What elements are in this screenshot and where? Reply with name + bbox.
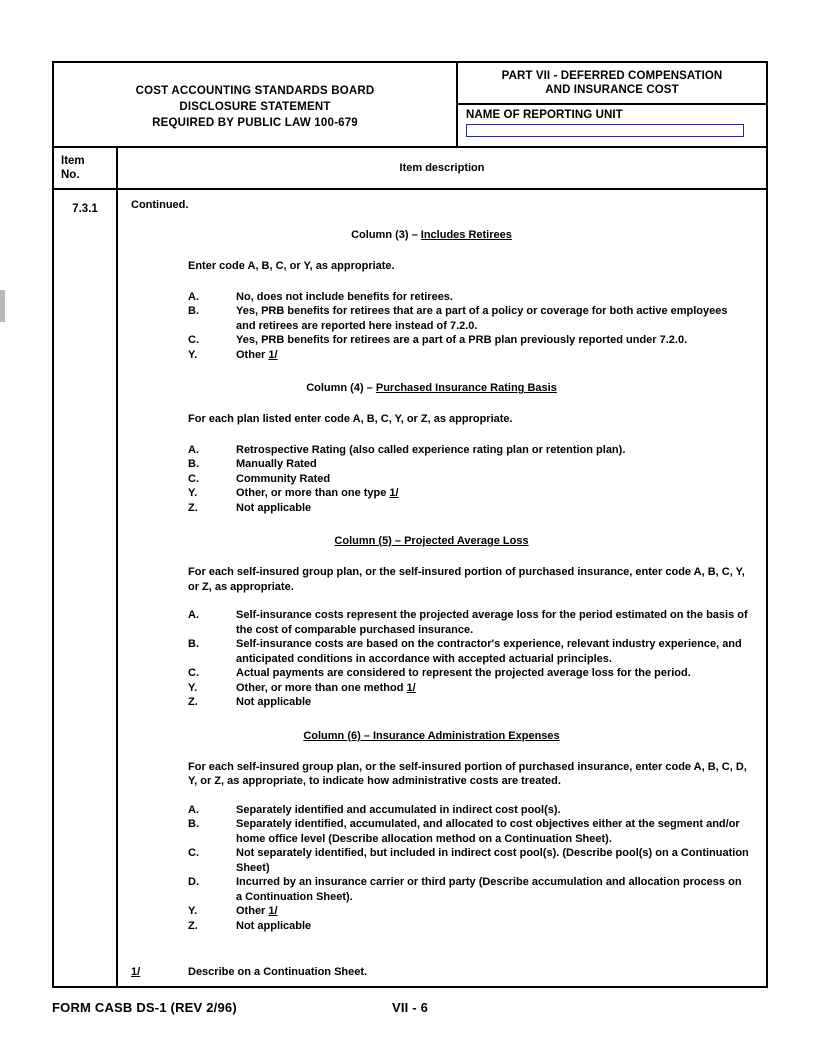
disclosure-form-table [52, 61, 768, 988]
section-heading-column-5 [131, 535, 756, 547]
option-text-main: Self-insurance costs are based on the contractor's experience, relevant industry experience, and anticipated conditions in accordance with accepted actuarial principles. [236, 638, 742, 665]
option-item [131, 919, 756, 934]
footnote-row [131, 965, 367, 979]
spacer [131, 710, 756, 730]
spacer [131, 241, 756, 259]
reporting-unit-label: NAME OF REPORTING UNIT [466, 109, 623, 121]
option-item [131, 304, 756, 333]
option-text [236, 846, 750, 875]
option-text-main: Not separately identified, but included in indirect cost pool(s). (Describe pool(s) on a Continuation Sheet) [236, 847, 749, 874]
option-text [236, 803, 750, 818]
part-title [458, 63, 766, 105]
option-code: Y. [188, 487, 198, 499]
option-item [131, 348, 756, 363]
row-description-cell [118, 190, 766, 986]
option-list-column-6 [131, 803, 756, 934]
option-footnote-ref: 1/ [406, 681, 416, 694]
spacer [131, 274, 756, 290]
option-list-column-5 [131, 608, 756, 710]
option-text [236, 486, 750, 501]
option-text-main: No, does not include benefits for retirees. [236, 290, 453, 303]
spacer [131, 547, 756, 565]
option-code: Z. [188, 501, 198, 514]
option-item [131, 803, 756, 818]
form-title-line-3: REQUIRED BY PUBLIC LAW 100-679 [152, 116, 358, 129]
option-text-main: Other [236, 905, 269, 917]
section-intro-column-5: For each self-insured group plan, or the self-insured portion of purchased insurance, enter code A, B, C, Y, or Z, as appropriate. [188, 566, 745, 593]
footer-form-id: FORM CASB DS-1 (REV 2/96) [52, 1000, 237, 1015]
spacer [131, 427, 756, 443]
option-text-main: Manually Rated [236, 458, 317, 470]
option-text [236, 919, 750, 934]
option-text [236, 472, 750, 487]
option-item [131, 443, 756, 458]
option-item [131, 637, 756, 666]
option-list-column-4 [131, 443, 756, 516]
option-text-main: Incurred by an insurance carrier or third party (Describe accumulation and allocation process on a Continuation Sheet). [236, 876, 742, 903]
option-code: Y. [188, 905, 198, 917]
option-text [236, 637, 750, 666]
option-code: Y. [188, 348, 198, 361]
option-text-main: Yes, PRB benefits for retirees are a part of a PRB plan previously reported under 7.2.0. [236, 334, 688, 346]
option-text [236, 304, 750, 333]
option-text [236, 875, 750, 904]
option-text-main: Community Rated [236, 472, 331, 485]
option-text-main: Not applicable [236, 696, 312, 708]
option-text [236, 290, 750, 305]
option-footnote-ref: 1/ [389, 487, 399, 499]
column-header-item-no-line-2: No. [61, 169, 80, 181]
section-heading-prefix: Column (6) – [303, 729, 373, 742]
option-footnote-ref: 1/ [268, 905, 278, 917]
section-heading-column-3 [131, 229, 756, 241]
option-item [131, 904, 756, 919]
option-code: C. [188, 334, 199, 346]
table-column-headers [54, 148, 766, 190]
option-code: B. [188, 818, 199, 830]
form-title-line-1: COST ACCOUNTING STANDARDS BOARD [135, 84, 375, 97]
spacer [131, 211, 756, 229]
option-code: D. [188, 876, 199, 888]
option-text-main: Other, or more than one type [236, 487, 390, 499]
option-list-column-3 [131, 290, 756, 363]
column-header-item-no-line-1: Item [61, 155, 85, 167]
option-text [236, 333, 750, 348]
option-code: C. [188, 472, 199, 485]
section-heading-prefix: Column (3) – [351, 229, 421, 241]
section-intro-column-4: For each plan listed enter code A, B, C, Y, or Z, as appropriate. [188, 413, 513, 425]
option-text-main: Yes, PRB benefits for retirees that are a part of a policy or coverage for both active employees and retirees are reported here instead of 7.2.0. [236, 305, 728, 332]
row-item-number: 7.3.1 [72, 203, 98, 215]
section-heading-prefix: Column (5) – [334, 535, 405, 547]
option-text-main: Separately identified, accumulated, and allocated to cost objectives either at the segment and/or home office level (Describe allocation method on a Continuation Sheet). [236, 818, 740, 845]
option-text [236, 501, 750, 516]
scan-artifact [0, 290, 5, 322]
option-code: Z. [188, 696, 198, 708]
option-footnote-ref: 1/ [268, 348, 278, 361]
spacer [131, 394, 756, 412]
row-item-number-cell [54, 190, 118, 986]
option-text [236, 666, 750, 681]
spacer [131, 742, 756, 760]
spacer [131, 515, 756, 535]
option-code: B. [188, 458, 199, 470]
option-text [236, 443, 750, 458]
reporting-unit-input[interactable] [466, 124, 744, 137]
form-title-block [54, 63, 458, 146]
option-item [131, 290, 756, 305]
option-text [236, 695, 750, 710]
form-header [54, 63, 766, 148]
option-item [131, 608, 756, 637]
option-item [131, 486, 756, 501]
option-code: A. [188, 290, 199, 303]
option-code: A. [188, 609, 199, 621]
section-heading-column-6 [131, 730, 756, 742]
option-item [131, 846, 756, 875]
option-item [131, 457, 756, 472]
table-row [54, 190, 766, 986]
section-intro-column-6: For each self-insured group plan, or the self-insured portion of purchased insurance, enter code A, B, C, D, Y, or Z, as appropriate, to indicate how administrative costs are treated. [188, 760, 747, 787]
option-text-main: Self-insurance costs represent the projected average loss for the period estimated on the basis of the cost of comparable purchased insurance. [236, 609, 748, 636]
section-intro-column-3: Enter code A, B, C, or Y, as appropriate. [188, 260, 395, 272]
option-code: A. [188, 803, 199, 816]
option-code: B. [188, 305, 199, 317]
option-text-main: Other, or more than one method [236, 681, 407, 694]
spacer [131, 362, 756, 382]
section-heading-underlined: Includes Retirees [420, 229, 512, 241]
option-text [236, 608, 750, 637]
section-heading-underlined: Insurance Administration Expenses [373, 729, 560, 742]
spacer [131, 789, 756, 803]
option-item [131, 875, 756, 904]
option-code: C. [188, 667, 199, 679]
footnote-text: Describe on a Continuation Sheet. [188, 966, 368, 978]
option-item [131, 501, 756, 516]
option-text-main: Separately identified and accumulated in indirect cost pool(s). [236, 803, 561, 816]
section-heading-column-4 [131, 382, 756, 394]
option-text-main: Retrospective Rating (also called experience rating plan or retention plan). [236, 443, 626, 456]
part-title-line-1: PART VII - DEFERRED COMPENSATION [501, 70, 723, 82]
section-heading-prefix: Column (4) – [306, 382, 376, 394]
section-heading-underlined: Purchased Insurance Rating Basis [375, 382, 557, 394]
option-text [236, 348, 750, 363]
option-code: Z. [188, 919, 198, 932]
continued-label: Continued. [131, 199, 189, 211]
option-code: Y. [188, 681, 198, 694]
footer-page-number: VII - 6 [392, 1000, 429, 1015]
reporting-unit-block [458, 105, 766, 146]
option-item [131, 333, 756, 348]
option-code: B. [188, 638, 199, 650]
option-text [236, 457, 750, 472]
option-item [131, 817, 756, 846]
option-text-main: Not applicable [236, 919, 312, 932]
option-text-main: Actual payments are considered to represent the projected average loss for the period. [236, 667, 691, 679]
form-part-block [458, 63, 766, 146]
page-footer [52, 1000, 768, 1022]
option-item [131, 695, 756, 710]
column-header-description-label: Item description [399, 162, 485, 174]
column-header-description [118, 148, 766, 188]
option-text [236, 681, 750, 696]
option-item [131, 681, 756, 696]
form-title-line-2: DISCLOSURE STATEMENT [179, 100, 331, 113]
column-header-item-no [54, 148, 118, 188]
option-text-main: Not applicable [236, 501, 312, 514]
section-heading-underlined: Projected Average Loss [404, 535, 529, 547]
option-item [131, 472, 756, 487]
spacer [131, 594, 756, 608]
part-title-line-2: AND INSURANCE COST [545, 84, 679, 96]
option-item [131, 666, 756, 681]
option-text-main: Other [236, 348, 269, 361]
option-text [236, 904, 750, 919]
option-code: C. [188, 847, 199, 859]
option-code: A. [188, 443, 199, 456]
footnote-marker: 1/ [131, 966, 141, 978]
option-text [236, 817, 750, 846]
